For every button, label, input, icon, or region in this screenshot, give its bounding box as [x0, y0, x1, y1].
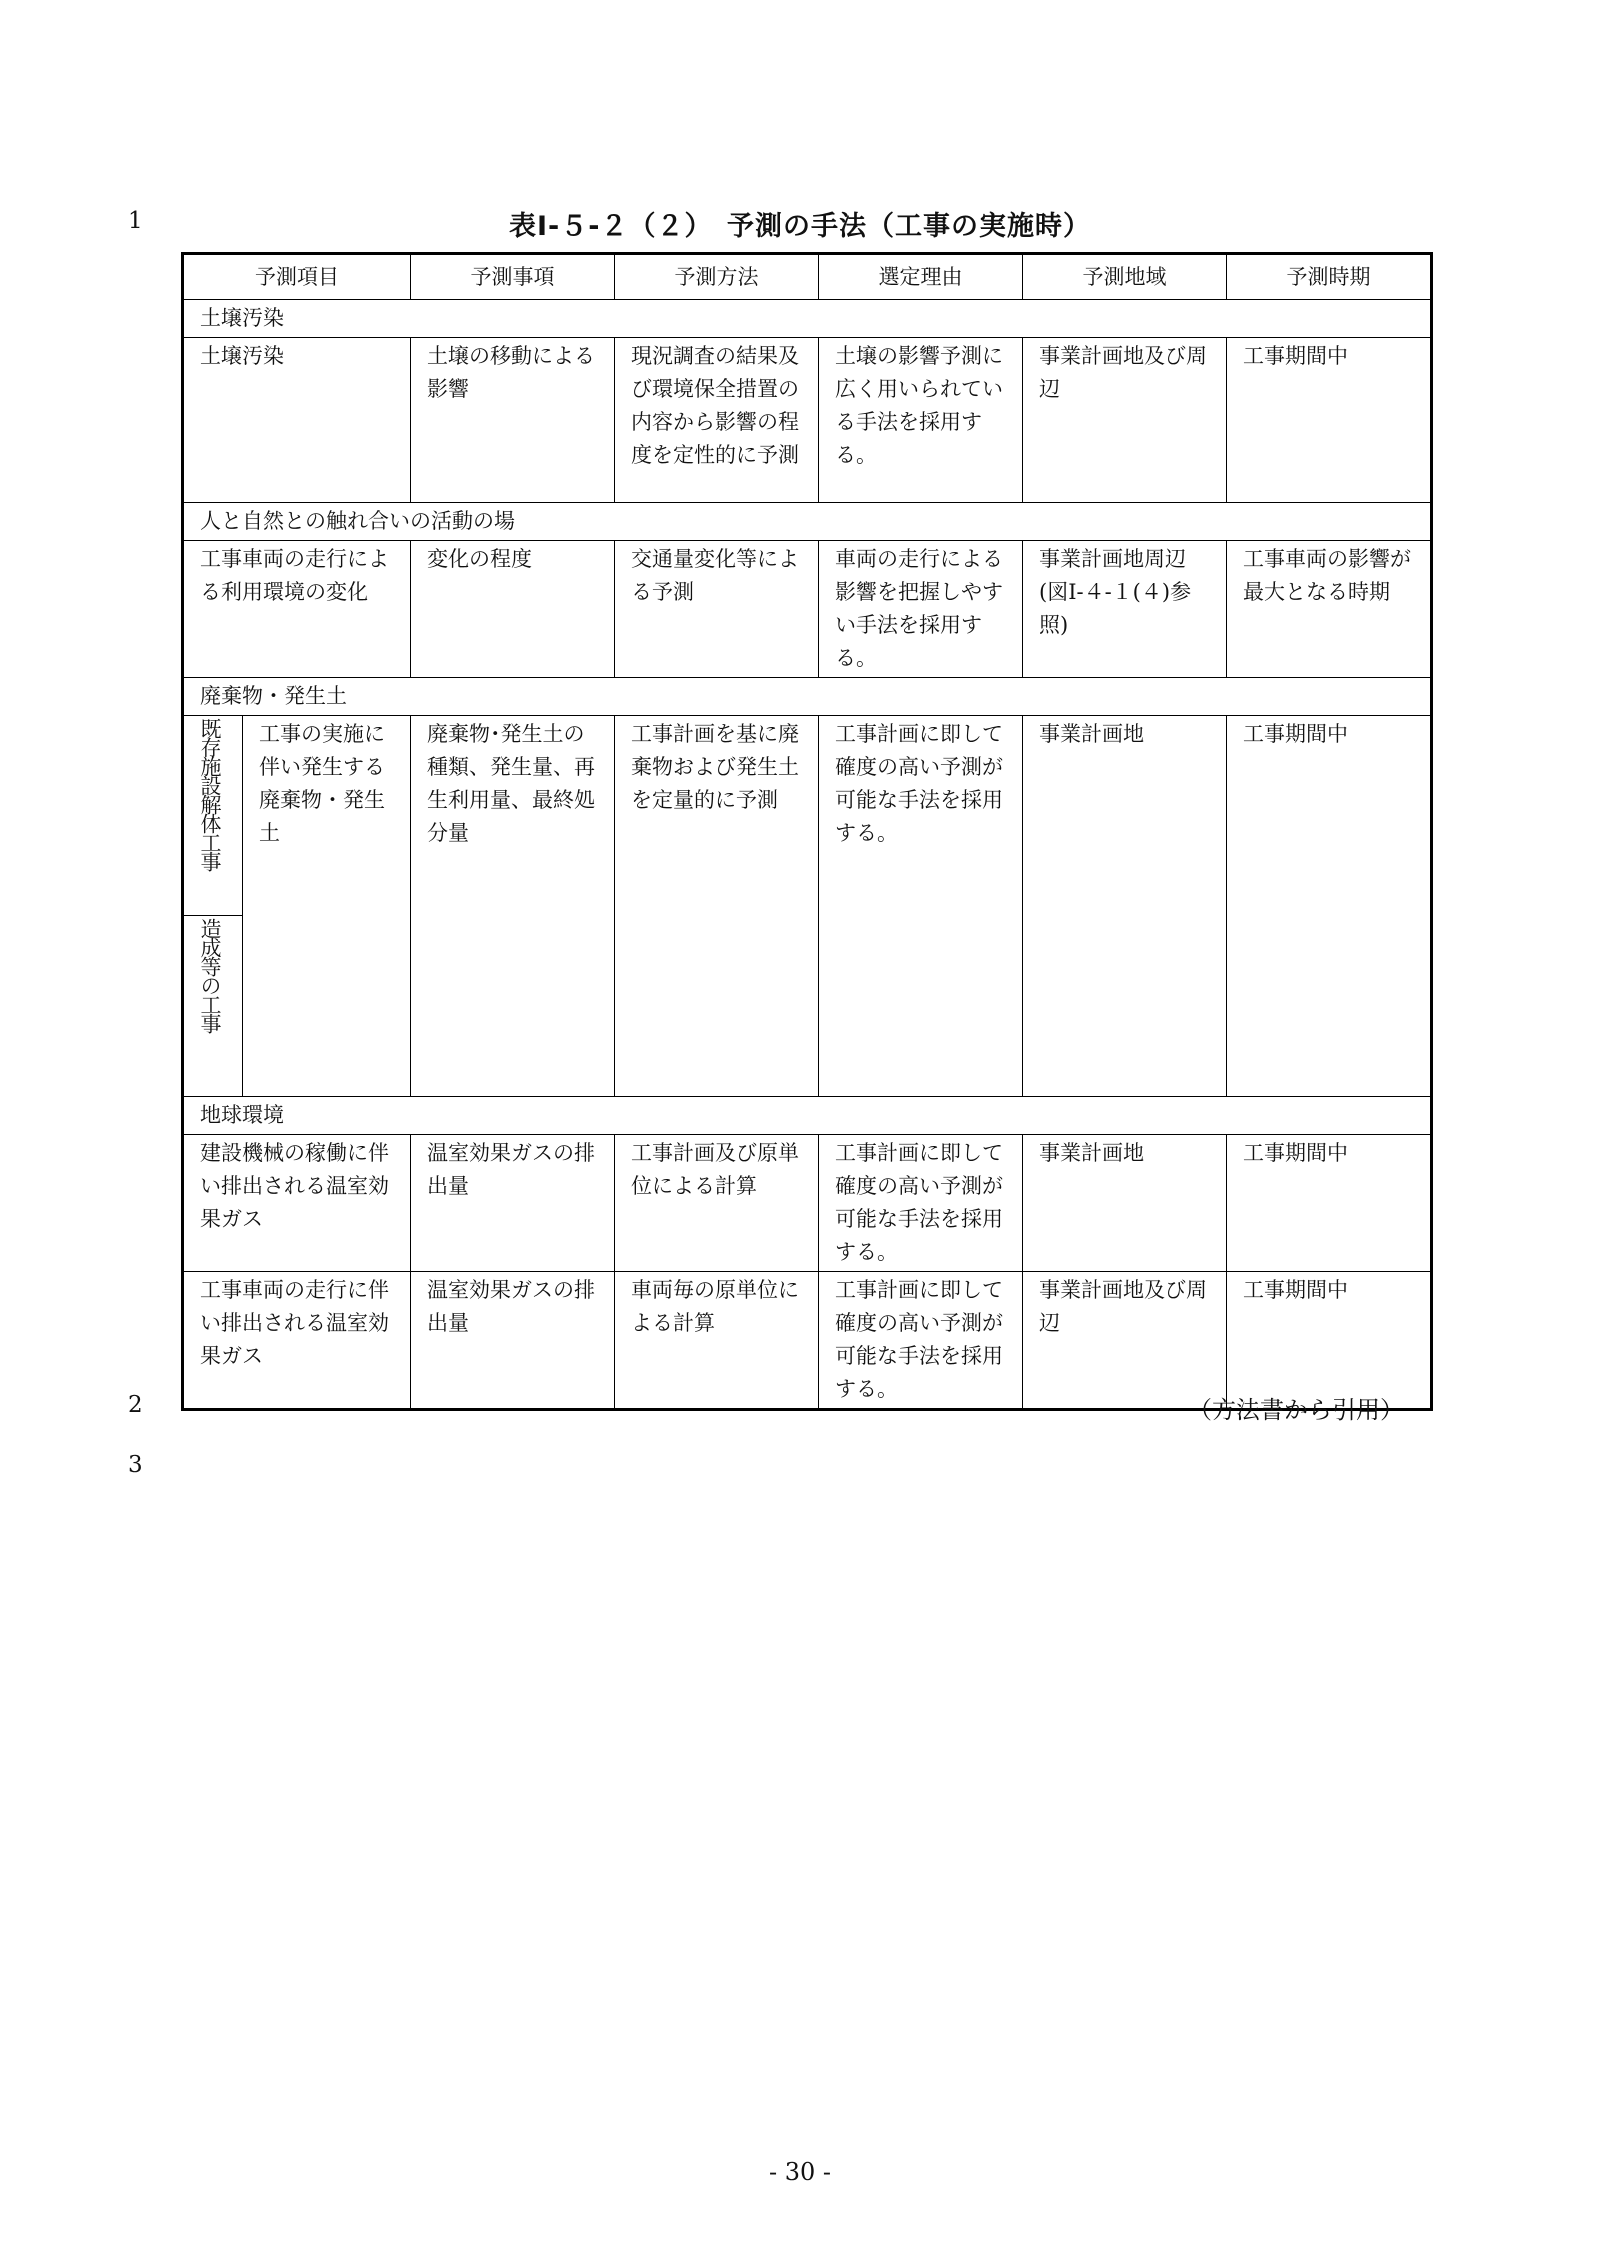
cell-matter: 温室効果ガスの排出量: [411, 1135, 615, 1272]
cell-area: 事業計画地及び周辺: [1023, 338, 1227, 503]
cell-method: 工事計画及び原単位による計算: [615, 1135, 819, 1272]
cell-area: 事業計画地: [1023, 1135, 1227, 1272]
table-row: [183, 716, 1432, 916]
cell-area: 事業計画地及び周辺: [1023, 1272, 1227, 1410]
cell-matter: 変化の程度: [411, 541, 615, 678]
header-prediction-period: 予測時期: [1227, 254, 1432, 300]
cell-area: 事業計画地周辺(図Ⅰ-４-１(４)参照): [1023, 541, 1227, 678]
table-row: [183, 338, 1432, 503]
table-row: [183, 1135, 1432, 1272]
cell-period: 工事期間中: [1227, 338, 1432, 503]
cell-item: 工事車両の走行に伴い排出される温室効果ガス: [183, 1272, 411, 1410]
source-note: （方法書から引用）: [1188, 1396, 1404, 1424]
cell-item: 工事の実施に伴い発生する廃棄物・発生土: [243, 716, 411, 1097]
header-row: [183, 254, 1432, 300]
cell-matter: 温室効果ガスの排出量: [411, 1272, 615, 1410]
cell-item: 建設機械の稼働に伴い排出される温室効果ガス: [183, 1135, 411, 1272]
header-prediction-method: 予測方法: [615, 254, 819, 300]
cell-period: 工事期間中: [1227, 1135, 1432, 1272]
cell-period: 工事期間中: [1227, 716, 1432, 1097]
sub-label-demolition: 既存施設解体工事: [183, 716, 243, 916]
cell-item: 土壌汚染: [183, 338, 411, 503]
cell-reason: 工事計画に即して確度の高い予測が可能な手法を採用する。: [819, 1135, 1023, 1272]
header-prediction-area: 予測地域: [1023, 254, 1227, 300]
cell-reason: 車両の走行による影響を把握しやすい手法を採用する。: [819, 541, 1023, 678]
sub-label-grading: 造成等の工事: [183, 916, 243, 1097]
cell-method: 交通量変化等による予測: [615, 541, 819, 678]
prediction-method-table: [181, 252, 1433, 1411]
section-waste: 廃棄物・発生土: [183, 678, 1432, 716]
cell-method: 現況調査の結果及び環境保全措置の内容から影響の程度を定性的に予測: [615, 338, 819, 503]
section-soil: 土壌汚染: [183, 300, 1432, 338]
cell-method: 工事計画を基に廃棄物および発生土を定量的に予測: [615, 716, 819, 1097]
cell-matter: 廃棄物･発生土の種類、発生量、再生利用量、最終処分量: [411, 716, 615, 1097]
line-number-1: 1: [128, 208, 143, 234]
header-selection-reason: 選定理由: [819, 254, 1023, 300]
cell-period: 工事期間中: [1227, 1272, 1432, 1410]
line-number-3: 3: [128, 1452, 143, 1478]
cell-matter: 土壌の移動による影響: [411, 338, 615, 503]
cell-period: 工事車両の影響が最大となる時期: [1227, 541, 1432, 678]
header-prediction-item: 予測項目: [183, 254, 411, 300]
section-global: 地球環境: [183, 1097, 1432, 1135]
cell-item: 工事車両の走行による利用環境の変化: [183, 541, 411, 678]
table-row: [183, 541, 1432, 678]
table-row: [183, 1272, 1432, 1410]
line-number-2: 2: [128, 1392, 143, 1418]
cell-area: 事業計画地: [1023, 716, 1227, 1097]
page-number: - 30 -: [768, 2158, 831, 2186]
table-title: 表Ⅰ-５-２（２） 予測の手法（工事の実施時）: [509, 211, 1091, 242]
cell-reason: 工事計画に即して確度の高い予測が可能な手法を採用する。: [819, 1272, 1023, 1410]
cell-reason: 土壌の影響予測に広く用いられている手法を採用する。: [819, 338, 1023, 503]
cell-reason: 工事計画に即して確度の高い予測が可能な手法を採用する。: [819, 716, 1023, 1097]
cell-method: 車両毎の原単位による計算: [615, 1272, 819, 1410]
section-nature: 人と自然との触れ合いの活動の場: [183, 503, 1432, 541]
header-prediction-matter: 予測事項: [411, 254, 615, 300]
